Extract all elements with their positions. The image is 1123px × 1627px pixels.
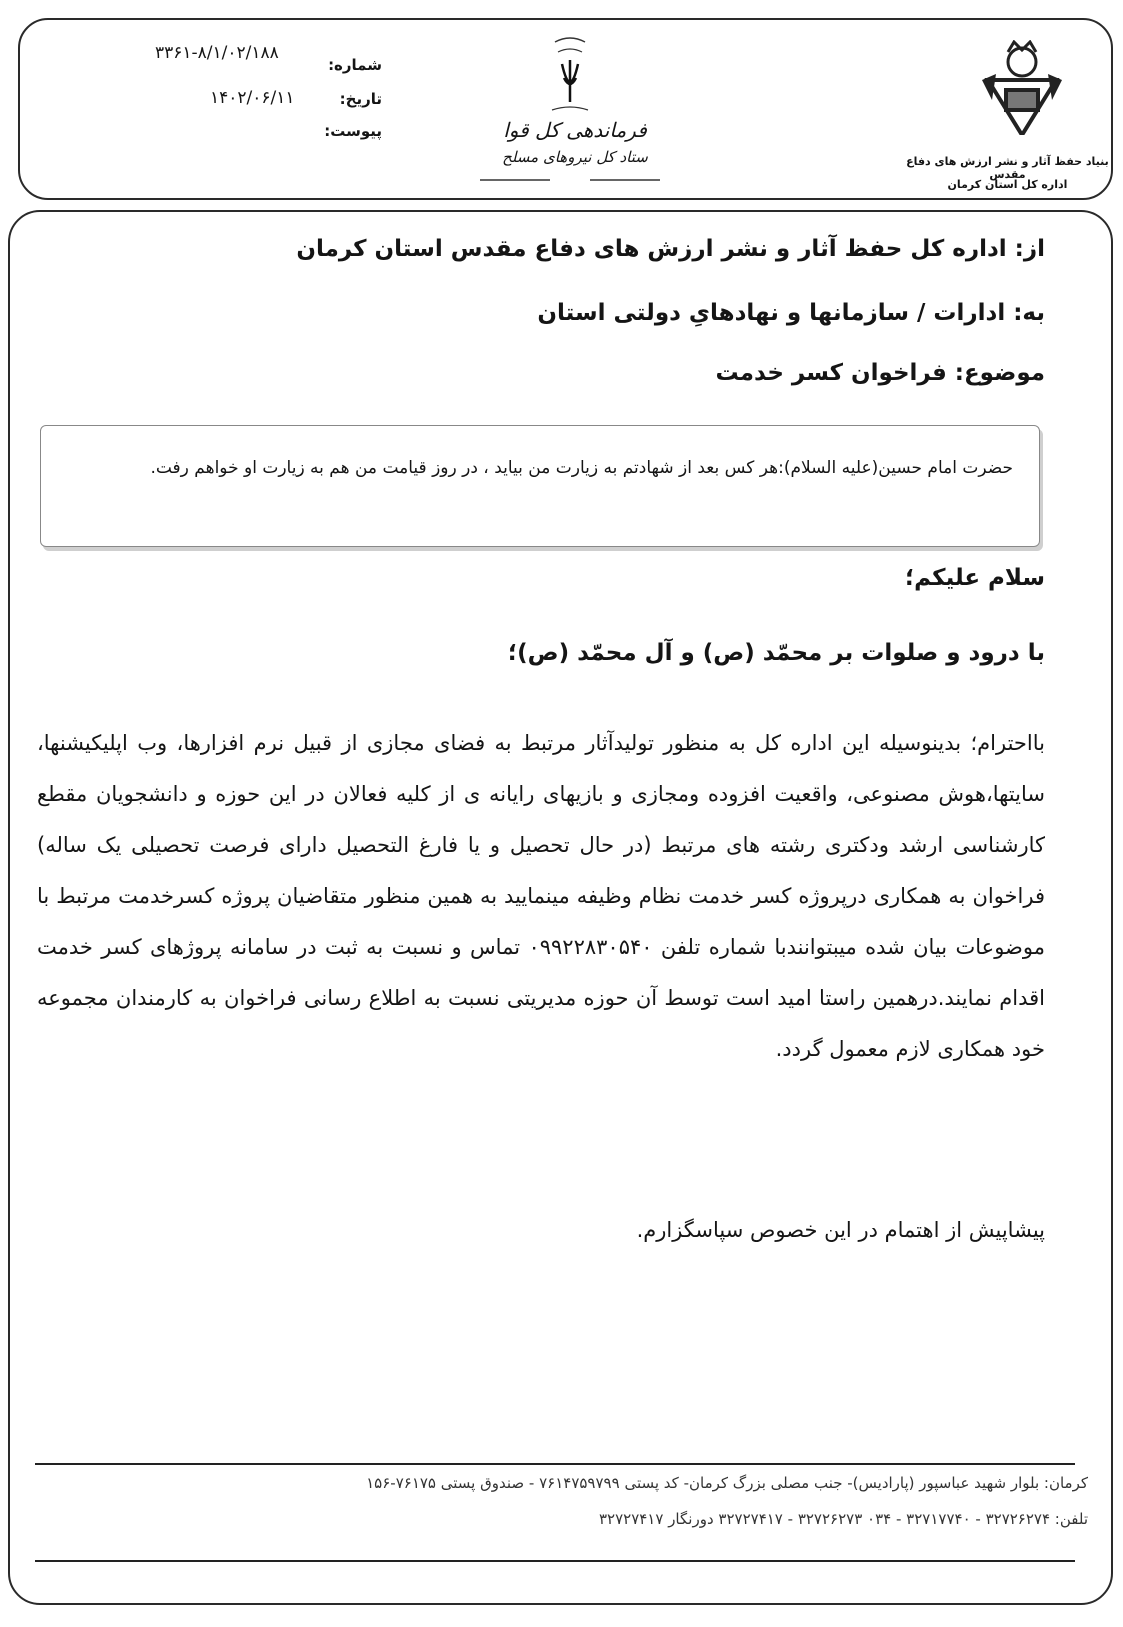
- to-line: به: ادارات / سازمانها و نهادهایِ دولتی استان: [537, 300, 1045, 326]
- quote-box: [40, 425, 1040, 547]
- footer-address: کرمان: بلوار شهید عباسپور (پارادیس)- جنب مصلی بزرگ کرمان- کد پستی ۷۶۱۴۷۵۹۷۹۹ - صندوق پستی ۷۶۱۷۵-۱۵۶: [366, 1474, 1088, 1492]
- org-name-line2: اداره کل استان کرمان: [947, 178, 1068, 191]
- emblem-heading-1: فرماندهی کل قوا: [503, 118, 647, 142]
- org-name-line1: بنیاد حفظ آثار و نشر ارزش های دفاع مقدس: [906, 155, 1109, 181]
- date-label: تاریخ:: [339, 90, 382, 108]
- greeting: سلام علیکم؛: [904, 565, 1045, 591]
- footer-divider-top: [35, 1463, 1075, 1465]
- closing-line: پیشاپیش از اهتمام در این خصوص سپاسگزارم.: [636, 1218, 1045, 1242]
- attachment-label: پیوست:: [324, 122, 382, 140]
- footer-divider-bottom: [35, 1560, 1075, 1562]
- letter-number: ۳۳۶۱-۸/۱/۰۲/۱۸۸: [155, 43, 279, 63]
- emblem-heading-2: ستاد کل نیروهای مسلح: [502, 148, 648, 166]
- footer-phones: تلفن: ۳۲۷۲۶۲۷۴ - ۳۲۷۱۷۷۴۰ - ۰۳۴ ۳۲۷۲۶۲۷۳ - ۳۲۷۲۷۴۱۷ دورنگار ۳۲۷۲۷۴۱۷: [598, 1510, 1088, 1528]
- organization-logo-icon: [978, 40, 1066, 135]
- national-emblem-icon: [480, 30, 660, 195]
- number-label: شماره:: [328, 56, 382, 74]
- salawat-line: با درود و صلوات بر محمّد (ص) و آل محمّد (ص)؛: [507, 640, 1045, 666]
- from-line: از: اداره کل حفظ آثار و نشر ارزش های دفاع مقدس استان کرمان: [296, 236, 1045, 262]
- subject-line: موضوع: فراخوان کسر خدمت: [715, 360, 1045, 386]
- letter-date: ۱۴۰۲/۰۶/۱۱: [210, 88, 295, 108]
- quote-text: حضرت امام حسین(علیه السلام):هر کس بعد از شهادتم به زیارت من بیاید ، در روز قیامت من هم به زیارت او خواهم رفت.: [150, 458, 1013, 478]
- letter-body: بااحترام؛ بدینوسیله این اداره کل به منظور تولیدآثار مرتبط به فضای مجازی از قبیل نرم افزارها، وب اپلیکیشنها، سایتها،هوش مصنوعی، واقعیت افزوده ومجازی و بازیهای رایانه ی از کلیه فعالان در این حوزه و دانشجویان مقطع کارشناسی ارشد ودکتری رشته های مرتبط (در حال تحصیل و یا فارغ التحصیل دارای فرصت تحصیلی یک ساله) فراخوان به همکاری درپروژه کسر خدمت نظام وظیفه مینمایید به همین منظور متقاضیان پروژه کسرخدمت مرتبط با موضوعات بیان شده میبتوانندبا شماره تلفن ۰۹۹۲۲۸۳۰۵۴۰ تماس و نسبت به ثبت در سامانه پروژهای کسر خدمت اقدام نمایند.درهمین راستا امید است توسط آن حوزه مدیریتی نسبت به اطلاع رسانی فراخوان به کارمندان مجموعه خود همکاری لازم معمول گردد.: [37, 731, 1045, 1061]
